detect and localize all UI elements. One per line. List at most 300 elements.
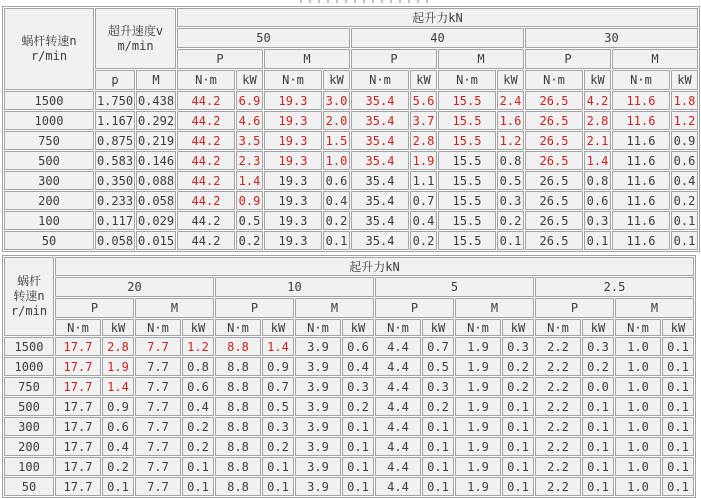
force-group-header: 起升力kN (177, 8, 698, 27)
value-cell: 0.6 (323, 171, 350, 190)
value-cell: 0.2 (342, 397, 374, 416)
value-cell: 0.1 (262, 477, 294, 496)
table-row (4, 131, 698, 150)
value-cell: 0.2 (182, 437, 214, 456)
header-line: 转速n (13, 289, 45, 303)
value-cell: 1.9 (455, 357, 501, 376)
speed-subcol-header: p (95, 70, 135, 90)
force-group-header: 起升力kN (55, 257, 694, 276)
value-cell: 11.6 (612, 231, 670, 250)
value-cell: 0.5 (262, 397, 294, 416)
header-line: r/min (10, 304, 48, 318)
value-cell: 0.1 (422, 437, 454, 456)
value-cell: 0.8 (584, 171, 611, 190)
value-cell: 0.2 (582, 357, 614, 376)
value-cell: 17.7 (55, 337, 101, 356)
value-cell: 0.1 (182, 477, 214, 496)
value-cell: 26.5 (525, 171, 583, 190)
value-cell: 44.2 (177, 111, 235, 130)
unit-header: kW (584, 70, 611, 90)
value-cell: 3.9 (295, 397, 341, 416)
value-cell: 44.2 (177, 91, 235, 110)
value-cell: 0.3 (584, 211, 611, 230)
value-cell: 26.5 (525, 211, 583, 230)
value-cell: 3.9 (295, 357, 341, 376)
value-cell: 7.7 (135, 477, 181, 496)
value-cell: 0.9 (262, 357, 294, 376)
unit-header: kW (410, 70, 437, 90)
unit-header: N·m (135, 319, 181, 336)
table-row (4, 231, 698, 250)
value-cell: 1.2 (182, 337, 214, 356)
value-cell: 44.2 (177, 191, 235, 210)
value-cell: 1.8 (671, 91, 698, 110)
value-cell: 5.6 (410, 91, 437, 110)
value-cell: 0.6 (671, 151, 698, 170)
value-cell: 1.0 (615, 357, 661, 376)
value-cell: 0.1 (584, 231, 611, 250)
value-cell: 0.1 (582, 397, 614, 416)
value-cell: 4.4 (375, 337, 421, 356)
value-cell: 15.5 (438, 91, 496, 110)
value-cell: 0.4 (182, 397, 214, 416)
force-level-header: 10 (215, 277, 374, 297)
value-cell: 0.5 (497, 171, 524, 190)
value-cell: 11.6 (612, 111, 670, 130)
force-level-header: 30 (525, 28, 698, 48)
row-header-cell: 500 (4, 397, 54, 416)
row-header-cell: 300 (4, 171, 94, 190)
value-cell: 8.8 (215, 357, 261, 376)
value-cell: 35.4 (351, 171, 409, 190)
value-cell: 0.2 (323, 211, 350, 230)
row-header-cell: 750 (4, 131, 94, 150)
row-header-cell: 500 (4, 151, 94, 170)
value-cell: 17.7 (55, 377, 101, 396)
unit-header: N·m (55, 319, 101, 336)
value-cell: 4.4 (375, 417, 421, 436)
pm-header: P (535, 298, 614, 318)
value-cell: 19.3 (264, 191, 322, 210)
value-cell: 3.9 (295, 437, 341, 456)
unit-header: N·m (438, 70, 496, 90)
value-cell: 1.2 (671, 111, 698, 130)
value-cell: 8.8 (215, 337, 261, 356)
value-cell: 7.7 (135, 357, 181, 376)
value-cell: 1.9 (455, 337, 501, 356)
row-header-cell: 300 (4, 417, 54, 436)
value-cell: 1.9 (455, 397, 501, 416)
value-cell: 26.5 (525, 151, 583, 170)
value-cell: 19.3 (264, 171, 322, 190)
value-cell: 35.4 (351, 191, 409, 210)
value-cell: 4.2 (584, 91, 611, 110)
unit-header: N·m (525, 70, 583, 90)
value-cell: 26.5 (525, 111, 583, 130)
unit-header: kW (262, 319, 294, 336)
value-cell: 44.2 (177, 211, 235, 230)
value-cell: 0.6 (182, 377, 214, 396)
value-cell: 0.4 (410, 211, 437, 230)
pm-header: M (264, 49, 350, 69)
row-header-cell: 1500 (4, 91, 94, 110)
value-cell: 1.2 (497, 131, 524, 150)
value-cell: 19.3 (264, 111, 322, 130)
pm-header: M (612, 49, 698, 69)
value-cell: 0.7 (422, 337, 454, 356)
value-cell: 35.4 (351, 111, 409, 130)
value-cell: 0.4 (102, 437, 134, 456)
value-cell: 15.5 (438, 211, 496, 230)
value-cell: 3.9 (295, 377, 341, 396)
value-cell: 0.1 (262, 457, 294, 476)
unit-header: N·m (375, 319, 421, 336)
value-cell: 0.6 (102, 417, 134, 436)
value-cell: 4.4 (375, 457, 421, 476)
value-cell: 11.6 (612, 171, 670, 190)
value-cell: 8.8 (215, 377, 261, 396)
pm-header: P (215, 298, 294, 318)
value-cell: 1.0 (615, 417, 661, 436)
value-cell: 1.5 (323, 131, 350, 150)
value-cell: 2.2 (535, 357, 581, 376)
row-header-cell: 50 (4, 231, 94, 250)
value-cell: 2.4 (497, 91, 524, 110)
unit-header: kW (582, 319, 614, 336)
table-row (4, 457, 694, 476)
value-cell: 0.2 (422, 397, 454, 416)
pm-header: M (135, 298, 214, 318)
value-cell: 17.7 (55, 457, 101, 476)
unit-header: N·m (295, 319, 341, 336)
table-row (4, 171, 698, 190)
value-cell: 0.0 (582, 377, 614, 396)
row-axis-header (4, 8, 94, 90)
value-cell: 35.4 (351, 91, 409, 110)
value-cell: 0.5 (422, 357, 454, 376)
value-cell: 3.5 (236, 131, 263, 150)
value-cell: 17.7 (55, 437, 101, 456)
value-cell: 2.1 (584, 131, 611, 150)
value-cell: 1.9 (455, 477, 501, 496)
unit-header: kW (502, 319, 534, 336)
value-cell: 0.1 (662, 337, 694, 356)
value-cell: 0.2 (102, 457, 134, 476)
value-cell: 0.2 (236, 231, 263, 250)
value-cell: 44.2 (177, 171, 235, 190)
value-cell: 0.1 (502, 437, 534, 456)
row-axis-header (4, 257, 54, 336)
value-cell: 0.1 (497, 231, 524, 250)
value-cell: 0.1 (582, 437, 614, 456)
value-cell: 11.6 (612, 151, 670, 170)
value-cell: 1.9 (455, 437, 501, 456)
header-line: m/min (117, 38, 154, 53)
force-level-header: 5 (375, 277, 534, 297)
value-cell: 1.4 (102, 377, 134, 396)
pm-header: P (351, 49, 437, 69)
value-cell: 1.9 (455, 377, 501, 396)
value-cell: 0.9 (671, 131, 698, 150)
value-cell: 0.3 (262, 417, 294, 436)
value-cell: 8.8 (215, 457, 261, 476)
value-cell: 1.6 (497, 111, 524, 130)
value-cell: 0.1 (323, 231, 350, 250)
value-cell: 4.4 (375, 357, 421, 376)
row-header-cell: 1500 (4, 337, 54, 356)
value-cell: 0.1 (502, 477, 534, 496)
value-cell: 0.5 (236, 211, 263, 230)
value-cell: 19.3 (264, 231, 322, 250)
unit-header: N·m (455, 319, 501, 336)
value-cell: 8.8 (215, 397, 261, 416)
value-cell: 2.2 (535, 437, 581, 456)
value-cell: 2.2 (535, 377, 581, 396)
row-header-cell: 1000 (4, 357, 54, 376)
value-cell: 7.7 (135, 397, 181, 416)
header-line: 蜗杆转速n (21, 34, 77, 48)
value-cell: 0.1 (342, 477, 374, 496)
value-cell: 3.0 (323, 91, 350, 110)
value-cell: 6.9 (236, 91, 263, 110)
unit-header: N·m (615, 319, 661, 336)
value-cell: 0.2 (410, 231, 437, 250)
value-cell: 4.4 (375, 377, 421, 396)
unit-header: N·m (351, 70, 409, 90)
value-cell: 15.5 (438, 151, 496, 170)
force-level-header: 40 (351, 28, 524, 48)
value-cell: 17.7 (55, 477, 101, 496)
unit-header: kW (422, 319, 454, 336)
header-line: r/min (30, 49, 68, 63)
table-row (4, 191, 698, 210)
unit-header: N·m (612, 70, 670, 90)
value-cell: 0.1 (502, 417, 534, 436)
value-cell: 0.1 (671, 211, 698, 230)
value-cell: 0.1 (582, 457, 614, 476)
speed-value-cell: 0.875 (95, 131, 135, 150)
value-cell: 15.5 (438, 231, 496, 250)
row-header-cell: 100 (4, 457, 54, 476)
value-cell: 0.6 (584, 191, 611, 210)
row-header-cell: 50 (4, 477, 54, 496)
table-row (4, 397, 694, 416)
value-cell: 15.5 (438, 131, 496, 150)
value-cell: 0.6 (342, 337, 374, 356)
speed-value-cell: 0.058 (95, 231, 135, 250)
value-cell: 7.7 (135, 377, 181, 396)
value-cell: 0.3 (422, 377, 454, 396)
value-cell: 2.2 (535, 457, 581, 476)
value-cell: 4.6 (236, 111, 263, 130)
value-cell: 0.1 (662, 397, 694, 416)
value-cell: 1.9 (102, 357, 134, 376)
value-cell: 0.1 (422, 417, 454, 436)
pm-header: M (455, 298, 534, 318)
pm-header: M (295, 298, 374, 318)
value-cell: 0.1 (342, 457, 374, 476)
value-cell: 0.2 (671, 191, 698, 210)
value-cell: 1.0 (615, 477, 661, 496)
row-header-cell: 200 (4, 437, 54, 456)
value-cell: 1.0 (615, 397, 661, 416)
value-cell: 0.2 (262, 437, 294, 456)
speed-value-cell: 0.058 (136, 191, 176, 210)
speed-value-cell: 0.583 (95, 151, 135, 170)
value-cell: 4.4 (375, 437, 421, 456)
value-cell: 35.4 (351, 131, 409, 150)
value-cell: 2.2 (535, 397, 581, 416)
value-cell: 2.2 (535, 337, 581, 356)
table-row (4, 377, 694, 396)
unit-header: kW (182, 319, 214, 336)
value-cell: 3.9 (295, 477, 341, 496)
value-cell: 0.9 (236, 191, 263, 210)
value-cell: 7.7 (135, 417, 181, 436)
value-cell: 35.4 (351, 211, 409, 230)
value-cell: 1.0 (615, 437, 661, 456)
unit-header: kW (102, 319, 134, 336)
value-cell: 0.8 (497, 151, 524, 170)
table-row (4, 111, 698, 130)
unit-header: kW (671, 70, 698, 90)
value-cell: 3.7 (410, 111, 437, 130)
value-cell: 2.2 (535, 417, 581, 436)
speed-value-cell: 0.088 (136, 171, 176, 190)
value-cell: 2.0 (323, 111, 350, 130)
value-cell: 4.4 (375, 397, 421, 416)
value-cell: 11.6 (612, 191, 670, 210)
pm-header: P (375, 298, 454, 318)
value-cell: 26.5 (525, 91, 583, 110)
value-cell: 35.4 (351, 151, 409, 170)
value-cell: 15.5 (438, 171, 496, 190)
cropped-caption-sliver (300, 0, 430, 3)
table-row (4, 337, 694, 356)
value-cell: 1.4 (584, 151, 611, 170)
speed-value-cell: 1.750 (95, 91, 135, 110)
table-row (4, 477, 694, 496)
pm-header: M (438, 49, 524, 69)
value-cell: 0.2 (502, 377, 534, 396)
value-cell: 19.3 (264, 91, 322, 110)
value-cell: 3.9 (295, 417, 341, 436)
value-cell: 17.7 (55, 417, 101, 436)
value-cell: 0.3 (502, 337, 534, 356)
value-cell: 0.1 (582, 477, 614, 496)
table-row (4, 417, 694, 436)
unit-header: N·m (264, 70, 322, 90)
speed-subcol-header: M (136, 70, 176, 90)
value-cell: 0.1 (582, 417, 614, 436)
value-cell: 0.3 (582, 337, 614, 356)
value-cell: 0.2 (182, 417, 214, 436)
unit-header: N·m (215, 319, 261, 336)
value-cell: 2.8 (102, 337, 134, 356)
unit-header: kW (342, 319, 374, 336)
table-row (4, 437, 694, 456)
value-cell: 8.8 (215, 417, 261, 436)
value-cell: 0.4 (323, 191, 350, 210)
value-cell: 0.7 (410, 191, 437, 210)
value-cell: 1.4 (236, 171, 263, 190)
pm-header: P (55, 298, 134, 318)
speed-value-cell: 0.350 (95, 171, 135, 190)
speed-value-cell: 0.146 (136, 151, 176, 170)
value-cell: 19.3 (264, 211, 322, 230)
value-cell: 2.3 (236, 151, 263, 170)
value-cell: 2.8 (410, 131, 437, 150)
header-line: 蜗杆 (16, 274, 41, 288)
value-cell: 26.5 (525, 231, 583, 250)
value-cell: 17.7 (55, 357, 101, 376)
speed-value-cell: 0.029 (136, 211, 176, 230)
speed-value-cell: 0.438 (136, 91, 176, 110)
value-cell: 0.3 (497, 191, 524, 210)
unit-header: N·m (535, 319, 581, 336)
force-level-header: 20 (55, 277, 214, 297)
row-header-cell: 1000 (4, 111, 94, 130)
rating-table-high-capacity (2, 6, 700, 252)
speed-value-cell: 0.219 (136, 131, 176, 150)
header-line: 超升速度v (107, 23, 164, 38)
unit-header: N·m (177, 70, 235, 90)
value-cell: 1.0 (615, 457, 661, 476)
pm-header: P (525, 49, 611, 69)
value-cell: 1.0 (323, 151, 350, 170)
value-cell: 0.3 (342, 377, 374, 396)
value-cell: 0.9 (102, 397, 134, 416)
value-cell: 2.8 (584, 111, 611, 130)
row-header-cell: 200 (4, 191, 94, 210)
value-cell: 0.4 (342, 357, 374, 376)
value-cell: 1.0 (615, 377, 661, 396)
value-cell: 0.1 (502, 397, 534, 416)
value-cell: 17.7 (55, 397, 101, 416)
value-cell: 35.4 (351, 231, 409, 250)
value-cell: 1.9 (410, 151, 437, 170)
value-cell: 0.2 (502, 357, 534, 376)
value-cell: 0.4 (671, 171, 698, 190)
value-cell: 11.6 (612, 91, 670, 110)
row-header-cell: 100 (4, 211, 94, 230)
value-cell: 0.1 (182, 457, 214, 476)
value-cell: 0.1 (422, 457, 454, 476)
value-cell: 0.1 (662, 357, 694, 376)
row-header-cell: 750 (4, 377, 54, 396)
value-cell: 15.5 (438, 111, 496, 130)
value-cell: 8.8 (215, 437, 261, 456)
value-cell: 44.2 (177, 231, 235, 250)
unit-header: kW (497, 70, 524, 90)
table-row (4, 211, 698, 230)
value-cell: 26.5 (525, 131, 583, 150)
speed-value-cell: 0.233 (95, 191, 135, 210)
force-level-header: 2.5 (535, 277, 694, 297)
value-cell: 19.3 (264, 131, 322, 150)
value-cell: 0.2 (497, 211, 524, 230)
value-cell: 0.1 (502, 457, 534, 476)
value-cell: 0.1 (342, 437, 374, 456)
speed-value-cell: 0.117 (95, 211, 135, 230)
speed-header (95, 8, 176, 69)
value-cell: 7.7 (135, 437, 181, 456)
table-row (4, 91, 698, 110)
value-cell: 0.1 (102, 477, 134, 496)
value-cell: 7.7 (135, 337, 181, 356)
value-cell: 0.1 (662, 477, 694, 496)
value-cell: 11.6 (612, 131, 670, 150)
